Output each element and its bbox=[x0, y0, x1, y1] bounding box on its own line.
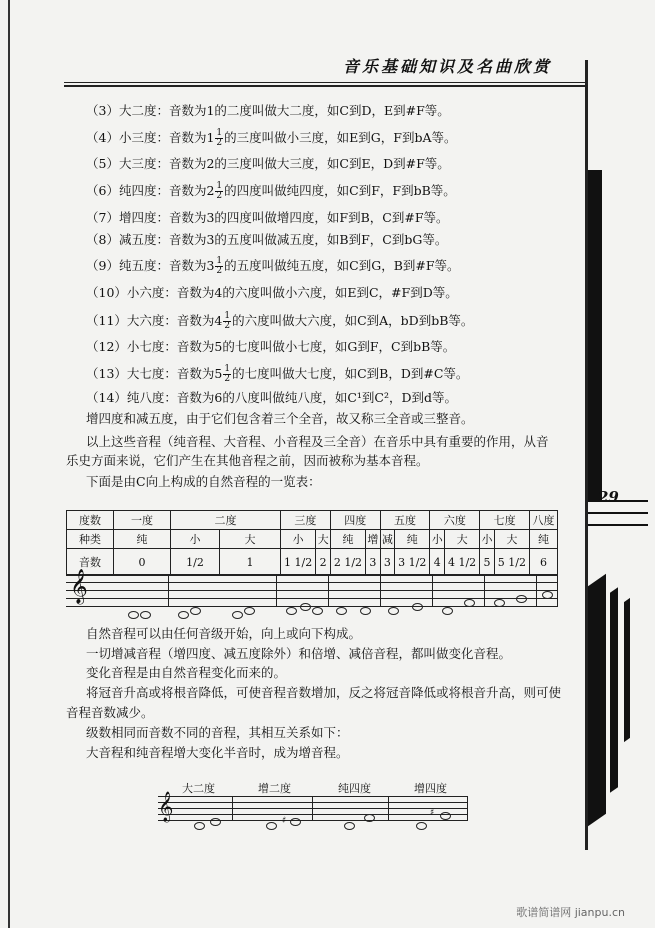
interval-item bbox=[86, 365, 468, 384]
table-cell: 1 1/2 bbox=[281, 549, 316, 576]
interval-text: 音数为4 bbox=[176, 313, 223, 328]
interval-label: （13）大七度： bbox=[86, 366, 177, 381]
table-cell: 六度 bbox=[430, 511, 480, 530]
table-cell: 减 bbox=[380, 530, 395, 549]
table-cell: 1 bbox=[220, 549, 281, 576]
interval-item bbox=[86, 312, 473, 331]
page-number: 29 bbox=[598, 488, 619, 506]
paragraph: 将冠音升高或将根音降低，可使音程音数增加，反之将冠音降低或将根音升高，则可使 bbox=[86, 685, 562, 700]
paragraph: 以上这些音程（纯音程、大音程、小音程及三全音）在音乐中具有重要的作用，从音 bbox=[86, 434, 549, 449]
interval-text: 音数为6的八度叫做纯八度，如C¹到C²，D到d等。 bbox=[176, 390, 458, 405]
table-cell: 纯 bbox=[330, 530, 365, 549]
sharp-icon: ♯ bbox=[430, 808, 435, 818]
example-label: 大二度 bbox=[182, 782, 215, 795]
table-cell: 纯 bbox=[114, 530, 171, 549]
note-head bbox=[266, 822, 277, 830]
interval-label: （9）纯五度： bbox=[86, 258, 169, 273]
note-head bbox=[300, 603, 311, 611]
table-cell: 小 bbox=[281, 530, 316, 549]
interval-text: 音数为3 bbox=[168, 258, 215, 273]
header-rule bbox=[64, 82, 586, 83]
treble-clef-icon: 𝄞 bbox=[70, 569, 88, 604]
example-label: 增四度 bbox=[414, 782, 447, 795]
interval-label: （12）小七度： bbox=[86, 339, 177, 354]
interval-text: 音数为5的七度叫做小七度，如G到F，C到bB等。 bbox=[176, 339, 456, 354]
example-staff bbox=[158, 782, 468, 826]
table-cell: 2 1/2 bbox=[330, 549, 365, 576]
table-cell: 3 1/2 bbox=[395, 549, 430, 576]
interval-text: 的三度叫做小三度，如E到G，F到bA等。 bbox=[224, 130, 457, 145]
table-cell: 5 bbox=[480, 549, 495, 576]
example-label: 增二度 bbox=[258, 782, 291, 795]
fraction: $\frac{1}{2}$ bbox=[216, 256, 223, 276]
sharp-icon: ♯ bbox=[282, 816, 287, 826]
note-head bbox=[140, 611, 151, 619]
interval-label: （14）纯八度： bbox=[86, 390, 177, 405]
interval-text: 音数为4的六度叫做小六度，如E到C，#F到D等。 bbox=[176, 285, 458, 300]
fraction: $\frac{1}{2}$ bbox=[216, 128, 223, 148]
interval-text: 的六度叫做大六度，如C到A，bD到bB等。 bbox=[232, 313, 474, 328]
note-head bbox=[412, 603, 423, 611]
paragraph: 变化音程是由自然音程变化而来的。 bbox=[86, 665, 287, 680]
book-title: 音乐基础知识及名曲欣赏 bbox=[342, 57, 552, 76]
paragraph: 增四度和减五度，由于它们包含着三个全音，故又称三全音或三整音。 bbox=[86, 411, 474, 426]
treble-clef-icon: 𝄞 bbox=[158, 792, 174, 822]
note-head bbox=[312, 607, 323, 615]
interval-text: 音数为2的三度叫做大三度，如C到E，D到#F等。 bbox=[168, 156, 450, 171]
table-cell: 一度 bbox=[114, 511, 171, 530]
interval-label: （8）减五度： bbox=[86, 232, 169, 247]
header-rule-thick bbox=[64, 85, 586, 87]
table-cell: 4 bbox=[430, 549, 445, 576]
table-cell: 大 bbox=[444, 530, 479, 549]
margin-decoration bbox=[588, 574, 606, 827]
note-head bbox=[364, 814, 375, 822]
table-cell: 3 bbox=[380, 549, 395, 576]
table-cell: 二度 bbox=[171, 511, 281, 530]
table-cell: 三度 bbox=[281, 511, 331, 530]
interval-item bbox=[86, 103, 450, 119]
interval-text: 音数为1的二度叫做大二度，如C到D，E到#F等。 bbox=[168, 103, 450, 118]
interval-item bbox=[86, 210, 449, 226]
interval-text: 的四度叫做纯四度，如C到F，F到bB等。 bbox=[224, 183, 456, 198]
interval-text: 音数为2 bbox=[168, 183, 215, 198]
interval-item bbox=[86, 257, 460, 276]
table-header: 度数 bbox=[67, 511, 114, 530]
table-cell: 增 bbox=[366, 530, 381, 549]
margin-bar-line bbox=[588, 512, 648, 514]
table-cell: 纯 bbox=[395, 530, 430, 549]
note-head bbox=[210, 818, 221, 826]
note-head bbox=[388, 607, 399, 615]
interval-item bbox=[86, 339, 455, 355]
table-cell: 4 1/2 bbox=[444, 549, 479, 576]
note-head bbox=[286, 607, 297, 615]
interval-text: 的五度叫做纯五度，如C到G，B到#F等。 bbox=[224, 258, 460, 273]
note-head bbox=[416, 822, 427, 830]
table-cell: 八度 bbox=[530, 511, 558, 530]
interval-text: 音数为1 bbox=[168, 130, 215, 145]
interval-label: （5）大三度： bbox=[86, 156, 169, 171]
interval-label: （3）大二度： bbox=[86, 103, 169, 118]
paragraph: 一切增减音程（增四度、减五度除外）和倍增、减倍音程，都叫做变化音程。 bbox=[86, 646, 512, 661]
note-head bbox=[516, 595, 527, 603]
table-cell: 小 bbox=[430, 530, 445, 549]
table-cell: 1/2 bbox=[171, 549, 220, 576]
music-staff bbox=[66, 568, 558, 608]
interval-label: （6）纯四度： bbox=[86, 183, 169, 198]
margin-bar-line bbox=[588, 524, 648, 526]
table-cell: 五度 bbox=[380, 511, 430, 530]
note-head bbox=[440, 812, 451, 820]
paragraph: 乐史方面来说，它们产生在其他音程之前，因而被称为基本音程。 bbox=[66, 453, 429, 468]
note-head bbox=[344, 822, 355, 830]
table-cell: 0 bbox=[114, 549, 171, 576]
note-head bbox=[360, 607, 371, 615]
note-head bbox=[290, 818, 301, 826]
interval-text: 的七度叫做大七度，如C到B，D到#C等。 bbox=[232, 366, 469, 381]
table-cell: 七度 bbox=[480, 511, 530, 530]
table-cell: 大 bbox=[494, 530, 529, 549]
interval-item bbox=[86, 285, 458, 301]
interval-label: （10）小六度： bbox=[86, 285, 177, 300]
note-head bbox=[464, 599, 475, 607]
paragraph: 自然音程可以由任何音级开始，向上或向下构成。 bbox=[86, 626, 362, 641]
note-head bbox=[542, 591, 553, 599]
page-header bbox=[64, 44, 586, 88]
table-cell: 大 bbox=[316, 530, 331, 549]
interval-label: （11）大六度： bbox=[86, 313, 177, 328]
interval-item bbox=[86, 129, 456, 148]
table-cell: 6 bbox=[530, 549, 558, 576]
note-head bbox=[442, 607, 453, 615]
table-cell: 小 bbox=[171, 530, 220, 549]
interval-item bbox=[86, 182, 456, 201]
interval-text: 音数为3的五度叫做减五度，如B到F，C到bG等。 bbox=[168, 232, 448, 247]
table-cell: 5 1/2 bbox=[494, 549, 529, 576]
interval-item bbox=[86, 390, 457, 406]
fraction: $\frac{1}{2}$ bbox=[224, 311, 231, 331]
margin-decoration bbox=[610, 587, 618, 793]
paragraph: 级数相同而音数不同的音程，其相互关系如下： bbox=[86, 725, 349, 740]
fraction: $\frac{1}{2}$ bbox=[216, 181, 223, 201]
paragraph: 下面是由C向上构成的自然音程的一览表： bbox=[86, 474, 321, 489]
table-cell: 大 bbox=[220, 530, 281, 549]
interval-label: （7）增四度： bbox=[86, 210, 169, 225]
interval-item bbox=[86, 156, 450, 172]
example-label: 纯四度 bbox=[338, 782, 371, 795]
watermark: 歌谱简谱网 jianpu.cn bbox=[516, 906, 625, 919]
interval-label: （4）小三度： bbox=[86, 130, 169, 145]
note-head bbox=[336, 607, 347, 615]
interval-text: 音数为5 bbox=[176, 366, 223, 381]
table-cell: 小 bbox=[480, 530, 495, 549]
margin-bar bbox=[588, 170, 602, 500]
interval-item bbox=[86, 232, 447, 248]
fraction: $\frac{1}{2}$ bbox=[224, 364, 231, 384]
interval-text: 音数为3的四度叫做增四度，如F到B，C到#F等。 bbox=[168, 210, 449, 225]
margin-decoration bbox=[624, 598, 630, 742]
table-cell: 3 bbox=[366, 549, 381, 576]
table-cell: 四度 bbox=[330, 511, 380, 530]
interval-table bbox=[66, 510, 558, 576]
note-head bbox=[232, 611, 243, 619]
note-head bbox=[494, 599, 505, 607]
table-cell: 2 bbox=[316, 549, 331, 576]
note-head bbox=[244, 607, 255, 615]
note-head bbox=[194, 822, 205, 830]
table-cell: 纯 bbox=[530, 530, 558, 549]
note-head bbox=[190, 607, 201, 615]
table-header: 种类 bbox=[67, 530, 114, 549]
note-head bbox=[128, 611, 139, 619]
table-header: 音数 bbox=[67, 549, 114, 576]
paragraph: 音程音数减少。 bbox=[66, 705, 154, 720]
paragraph: 大音程和纯音程增大变化半音时，成为增音程。 bbox=[86, 745, 349, 760]
note-head bbox=[178, 611, 189, 619]
binding-rule bbox=[8, 0, 10, 928]
